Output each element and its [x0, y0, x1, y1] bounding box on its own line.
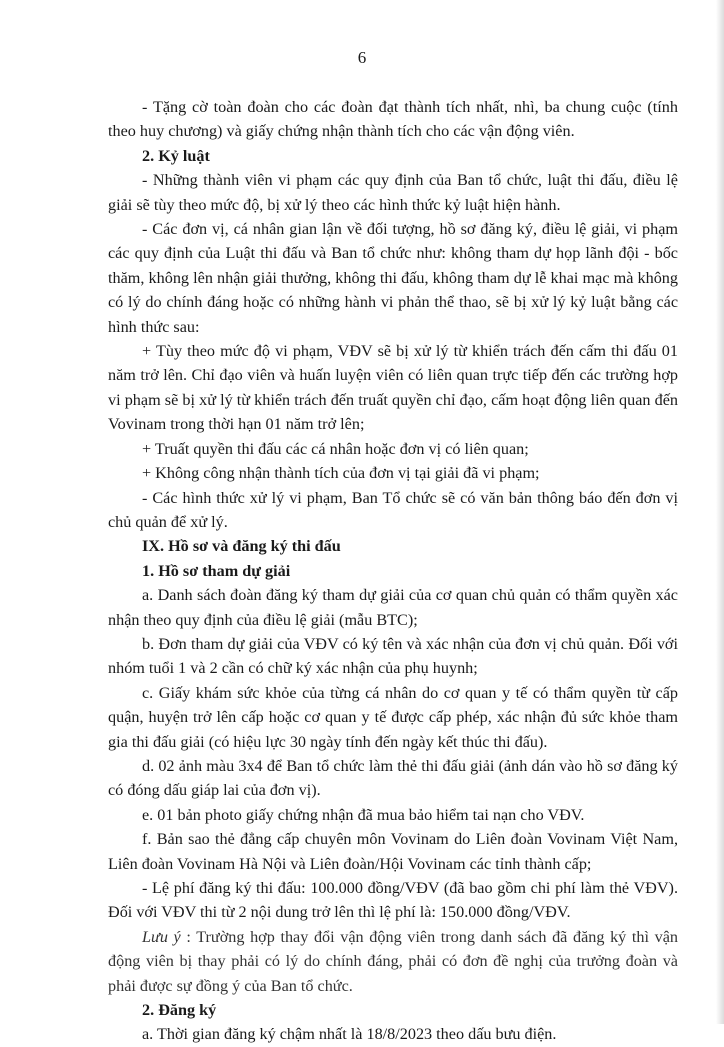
paragraph: c. Giấy khám sức khỏe của từng cá nhân do cơ quan y tế có thẩm quyền từ cấp quận, huyện trở lên cấp hoặc cơ quan y tế được cấp phép, xác nhận đủ sức khỏe tham gia thi đấu giải (có hiệu lực 30 ngày tính đến ngày kết thúc thi đấu).	[108, 683, 678, 751]
paragraph: - Tặng cờ toàn đoàn cho các đoàn đạt thành tích nhất, nhì, ba chung cuộc (tính theo huy chương) và giấy chứng nhận thành tích cho các vận động viên.	[108, 98, 678, 141]
paragraph: + Tùy theo mức độ vi phạm, VĐV sẽ bị xử lý từ khiển trách đến cấm thi đấu 01 năm trở lên. Chỉ đạo viên và huấn luyện viên có liên quan trực tiếp đến các trường hợp vi phạm sẽ bị xử lý từ khiển trách đến truất quyền chỉ đạo, cấm hoạt động liên quan đến Vovinam trong thời hạn 01 năm trở lên;	[108, 342, 678, 434]
paragraph: a. Danh sách đoàn đăng ký tham dự giải của cơ quan chủ quản có thẩm quyền xác nhận theo quy định của điều lệ giải (mẫu BTC);	[108, 586, 678, 629]
paragraph: + Truất quyền thi đấu các cá nhân hoặc đơn vị có liên quan;	[142, 439, 529, 458]
paragraph: a. Thời gian đăng ký chậm nhất là 18/8/2023 theo dấu bưu điện.	[142, 1025, 557, 1044]
note-text: : Trường hợp thay đổi vận động viên trong danh sách đã đăng ký thì vận động viên bị thay phải có lý do chính đáng, phải có đơn đề nghị của trưởng đoàn và phải được sự đồng ý của Ban tổ chức.	[108, 927, 678, 995]
paragraph: f. Bản sao thẻ đẳng cấp chuyên môn Vovinam do Liên đoàn Vovinam Việt Nam, Liên đoàn Vovinam Hà Nội và Liên đoàn/Hội Vovinam các tỉnh thành cấp;	[108, 830, 678, 873]
paragraph: b. Đơn tham dự giải của VĐV có ký tên và xác nhận của đơn vị chủ quản. Đối với nhóm tuổi 1 và 2 cần có chữ ký xác nhận của phụ huynh;	[108, 634, 678, 678]
paragraph: - Các đơn vị, cá nhân gian lận về đối tượng, hồ sơ đăng ký, điều lệ giải, vi phạm các quy định của Luật thi đấu và Ban tổ chức như: không tham dự họp lãnh đội - bốc thăm, không lên nhận giải thưởng, không thi đấu, không tham dự lễ khai mạc mà không có lý do chính đáng hoặc có những hành vi phản thể thao, sẽ bị xử lý kỷ luật bằng các hình thức sau:	[108, 220, 678, 336]
paragraph-list	[108, 95, 678, 925]
section-heading: 2. Kỷ luật	[142, 146, 210, 165]
page-number: 6	[357, 48, 367, 67]
section-heading: 2. Đăng ký	[142, 1001, 217, 1020]
note-paragraph	[108, 925, 678, 998]
paragraph: - Lệ phí đăng ký thi đấu: 100.000 đồng/VĐV (đã bao gồm chi phí làm thẻ VĐV). Đối với VĐV thi từ 2 nội dung trở lên thì lệ phí là: 150.000 đồng/VĐV.	[108, 879, 678, 922]
section-heading: IX. Hồ sơ và đăng ký thi đấu	[142, 537, 341, 556]
section-heading: 1. Hồ sơ tham dự giải	[142, 561, 291, 580]
tail-list	[108, 998, 678, 1047]
scan-edge-shadow	[716, 0, 724, 1024]
paragraph: - Những thành viên vi phạm các quy định của Ban tổ chức, luật thi đấu, điều lệ giải sẽ tùy theo mức độ, bị xử lý theo các hình thức kỷ luật hiện hành.	[108, 171, 678, 214]
note-label: Lưu ý	[142, 927, 181, 946]
paragraph: + Không công nhận thành tích của đơn vị tại giải đã vi phạm;	[142, 464, 540, 483]
document-body	[108, 95, 678, 1047]
paragraph: e. 01 bản photo giấy chứng nhận đã mua bảo hiểm tai nạn cho VĐV.	[142, 805, 585, 824]
paragraph: - Các hình thức xử lý vi phạm, Ban Tổ chức sẽ có văn bản thông báo đến đơn vị chủ quản để xử lý.	[108, 488, 678, 531]
paragraph: d. 02 ảnh màu 3x4 để Ban tổ chức làm thẻ thi đấu giải (ảnh dán vào hồ sơ đăng ký có đóng dấu giáp lai của đơn vị).	[108, 756, 678, 800]
